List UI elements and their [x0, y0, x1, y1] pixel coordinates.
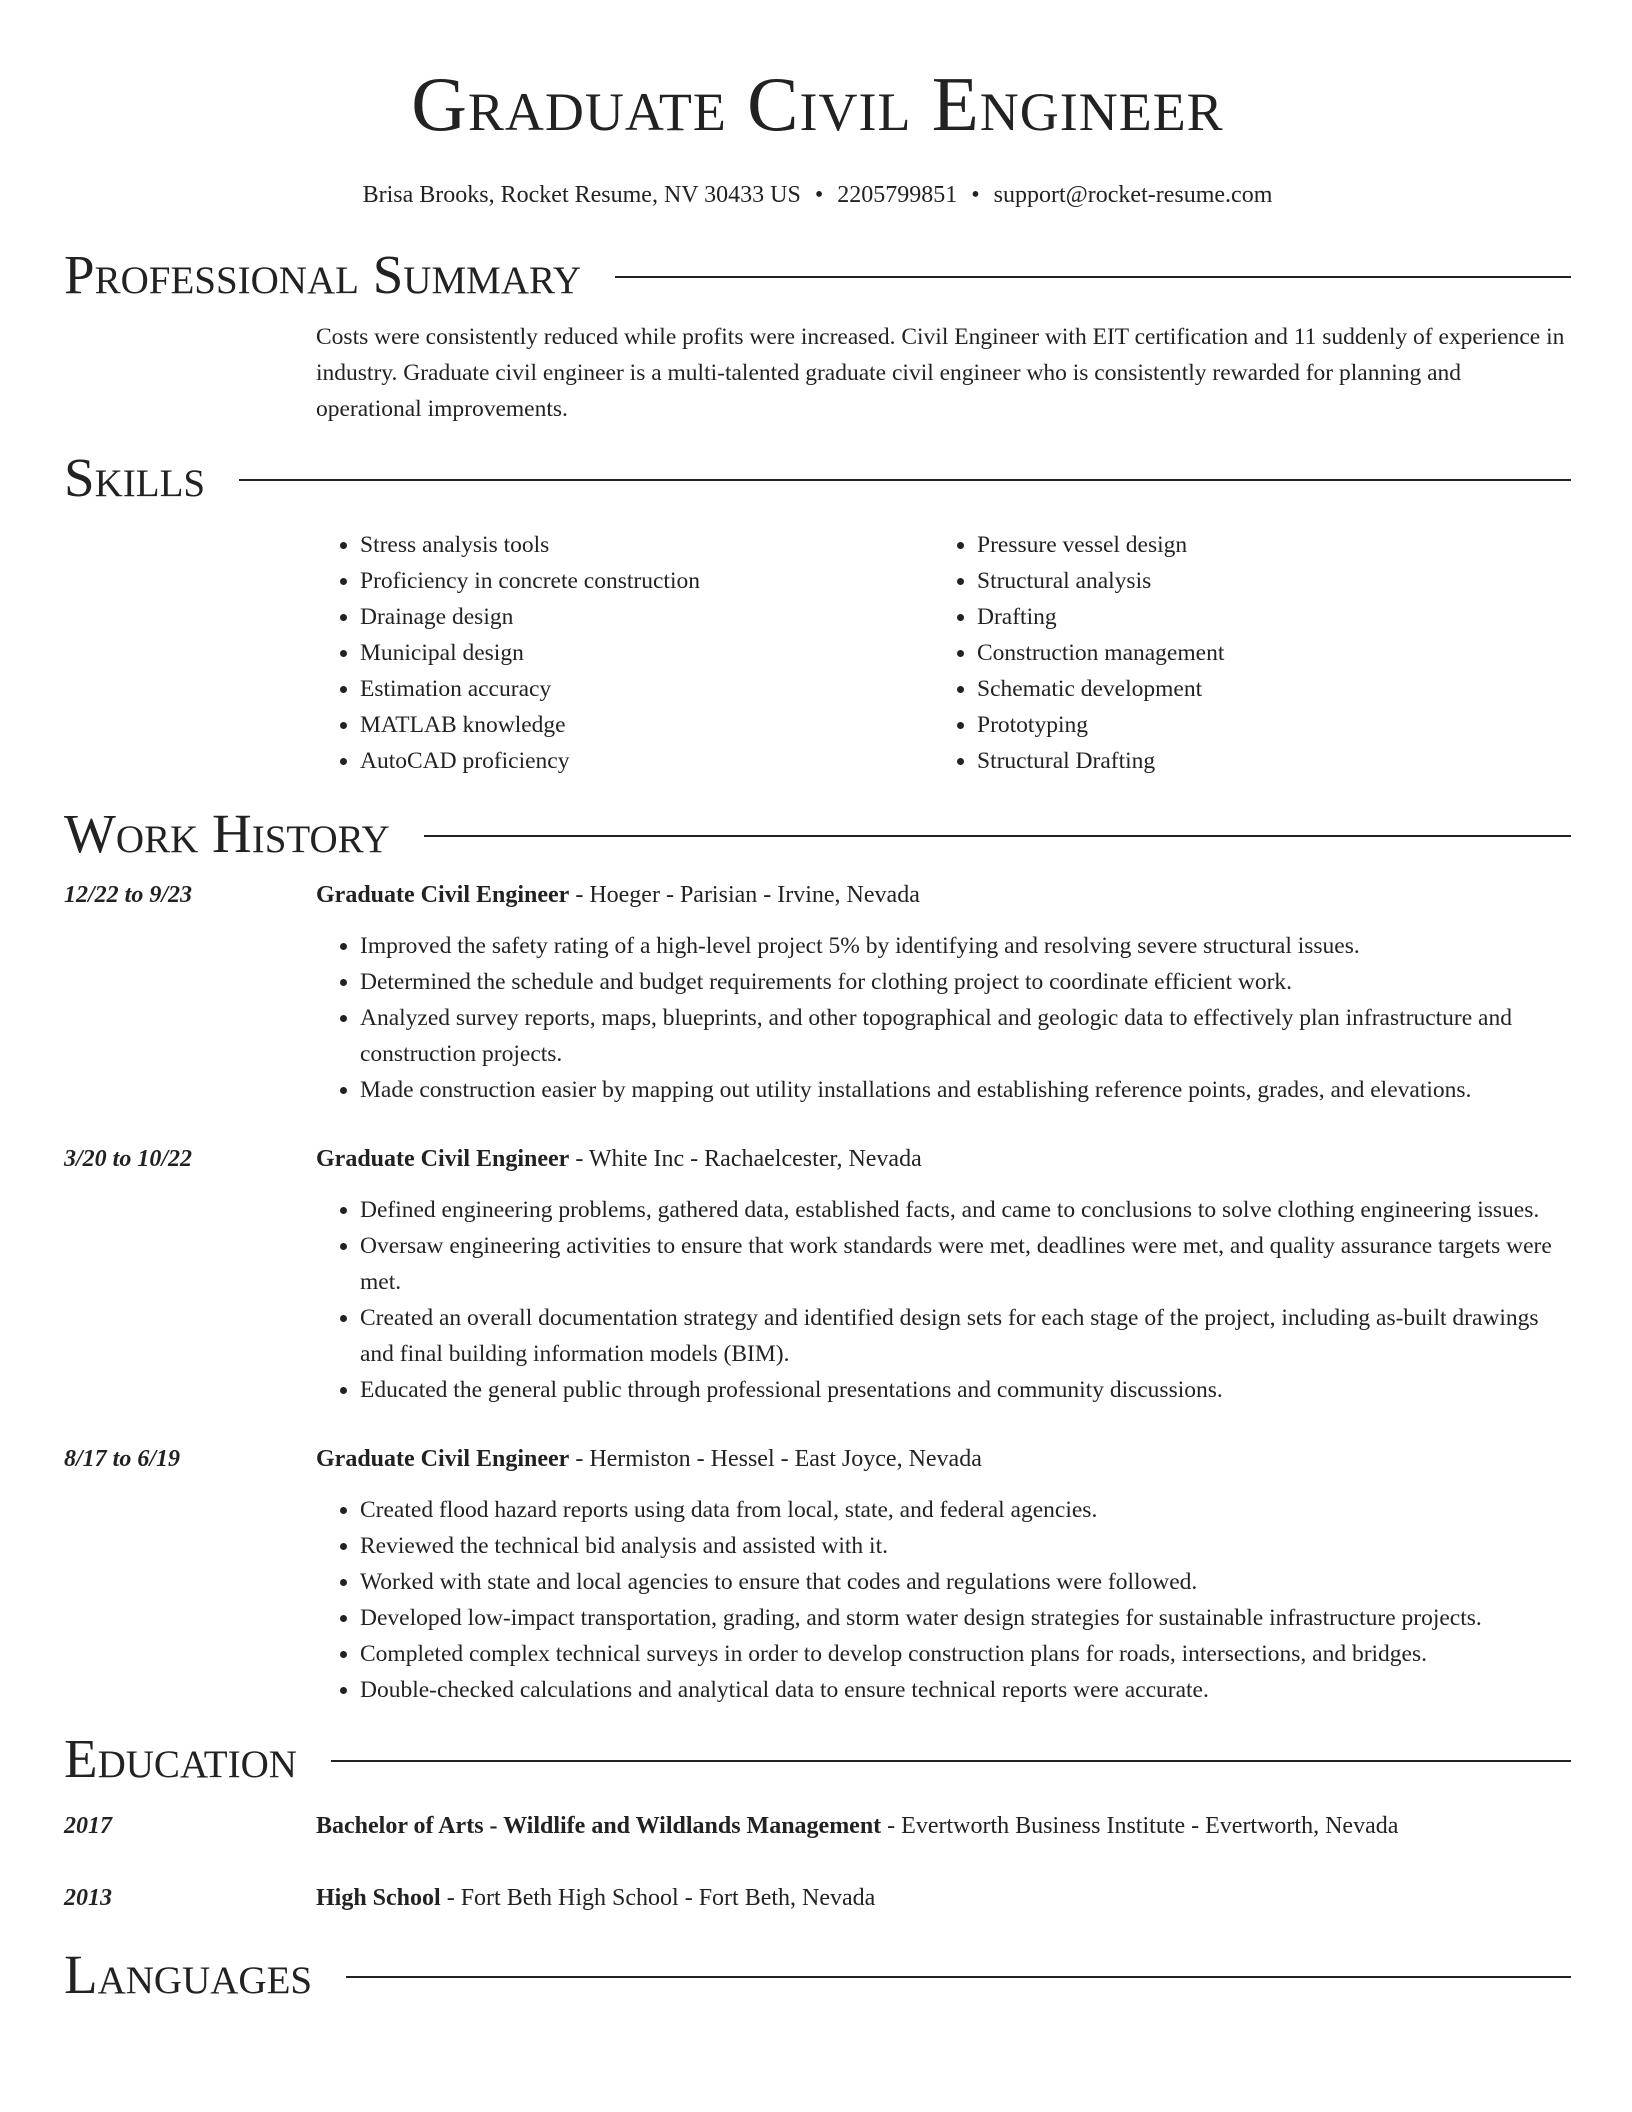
- job-employer: - Hoeger - Parisian - Irvine, Nevada: [569, 882, 920, 908]
- job-bullets: [316, 928, 1571, 1108]
- languages-section-header: [64, 1942, 1571, 2008]
- education-school: - Evertworth Business Institute - Evertworth, Nevada: [881, 1813, 1399, 1839]
- resume-page: [64, 0, 1571, 2008]
- skill-item: • Drainage design: [360, 599, 933, 635]
- job-bullet: • Double-checked calculations and analytical data to ensure technical reports were accurate.: [360, 1672, 1571, 1708]
- contact-email: support@rocket-resume.com: [993, 182, 1273, 208]
- job-bullet: • Educated the general public through professional presentations and community discussions.: [360, 1372, 1571, 1408]
- job-body: [316, 1441, 1571, 1708]
- contact-address: Brisa Brooks, Rocket Resume, NV 30433 US: [362, 182, 801, 208]
- section-divider: [346, 1976, 1571, 1978]
- job-title: Graduate Civil Engineer: [316, 1446, 570, 1472]
- section-divider: [424, 835, 1571, 837]
- education-detail: [316, 1808, 1398, 1844]
- skill-item: • Pressure vessel design: [977, 527, 1224, 563]
- education-year: 2013: [64, 1885, 112, 1911]
- education-heading: Education: [64, 1728, 297, 1789]
- skill-item: • Drafting: [977, 599, 1224, 635]
- skill-item: • Stress analysis tools: [360, 527, 933, 563]
- work-heading: Work History: [64, 803, 390, 864]
- job-bullet: • Worked with state and local agencies to ensure that codes and regulations were followed.: [360, 1564, 1571, 1600]
- contact-separator: •: [814, 182, 824, 208]
- job-bullet: • Analyzed survey reports, maps, blueprints, and other topographical and geologic data to effectively plan infrastructure and construction projects.: [360, 1000, 1571, 1072]
- job-bullet: • Created an overall documentation strategy and identified design sets for each stage of the project, including as-built drawings and final building information models (BIM).: [360, 1300, 1571, 1372]
- skill-item: • Structural analysis: [977, 563, 1224, 599]
- education-section-header: [64, 1726, 1571, 1792]
- skill-item: • Proficiency in concrete construction: [360, 563, 933, 599]
- job-body: [316, 1141, 1571, 1408]
- contact-separator: •: [971, 182, 980, 208]
- job-bullet: • Developed low-impact transportation, grading, and storm water design strategies for sustainable infrastructure projects.: [360, 1600, 1571, 1636]
- education-year: 2017: [64, 1813, 112, 1839]
- job-bullet: • Determined the schedule and budget requirements for clothing project to coordinate efficient work.: [360, 964, 1571, 1000]
- section-divider: [615, 276, 1571, 278]
- skills-column-1: [316, 527, 933, 779]
- skills-section-header: [64, 445, 1571, 511]
- education-school: - Fort Beth High School - Fort Beth, Nevada: [440, 1885, 876, 1911]
- job-bullet: • Reviewed the technical bid analysis and assisted with it.: [360, 1528, 1571, 1564]
- job-bullets: [316, 1492, 1571, 1708]
- job-entry: [64, 1441, 1571, 1708]
- job-bullet: • Oversaw engineering activities to ensure that work standards were met, deadlines were met, and quality assurance targets were met.: [360, 1228, 1571, 1300]
- job-bullets: [316, 1192, 1571, 1408]
- education-entry: [64, 1880, 1571, 1916]
- contact-phone: 2205799851: [837, 182, 958, 208]
- section-divider: [239, 479, 1571, 481]
- contact-line: [64, 180, 1571, 210]
- job-entry: [64, 877, 1571, 1108]
- job-employer: - Hermiston - Hessel - East Joyce, Nevada: [569, 1446, 982, 1472]
- job-employer: - White Inc - Rachaelcester, Nevada: [569, 1146, 922, 1172]
- job-bullet: • Completed complex technical surveys in order to develop construction plans for roads, intersections, and bridges.: [360, 1636, 1571, 1672]
- job-dates: 3/20 to 10/22: [64, 1146, 193, 1172]
- skill-item: • Municipal design: [360, 635, 933, 671]
- skill-item: • AutoCAD proficiency: [360, 743, 933, 779]
- summary-section-header: [64, 242, 1571, 308]
- education-entry: [64, 1808, 1571, 1844]
- education-degree: High School: [316, 1885, 441, 1911]
- summary-text: Costs were consistently reduced while profits were increased. Civil Engineer with EIT certification and 11 suddenly of experience in industry. Graduate civil engineer is a multi-talented graduate civil engineer who is consistently rewarded for planning and operational improvements.: [316, 324, 1565, 422]
- skill-item: • Schematic development: [977, 671, 1224, 707]
- skills-column-2: [933, 527, 1224, 779]
- job-dates: 12/22 to 9/23: [64, 882, 193, 908]
- work-section-header: [64, 801, 1571, 867]
- job-body: [316, 877, 1571, 1108]
- section-divider: [331, 1760, 1571, 1762]
- skills-list: [316, 527, 1571, 779]
- job-bullet: • Created flood hazard reports using data from local, state, and federal agencies.: [360, 1492, 1571, 1528]
- resume-name: Graduate Civil Engineer: [411, 61, 1224, 147]
- education-degree: Bachelor of Arts - Wildlife and Wildlands Management: [316, 1813, 882, 1839]
- education-detail: [316, 1880, 875, 1916]
- job-bullet: • Defined engineering problems, gathered data, established facts, and came to conclusions to solve clothing engineering issues.: [360, 1192, 1571, 1228]
- skills-heading: Skills: [64, 447, 206, 508]
- job-dates: 8/17 to 6/19: [64, 1446, 181, 1472]
- skill-item: • Construction management: [977, 635, 1224, 671]
- job-title-line: [316, 877, 1571, 913]
- job-title: Graduate Civil Engineer: [316, 882, 570, 908]
- summary-heading: Professional Summary: [64, 244, 582, 305]
- job-bullet: • Improved the safety rating of a high-level project 5% by identifying and resolving severe structural issues.: [360, 928, 1571, 964]
- skill-item: • Structural Drafting: [977, 743, 1224, 779]
- job-entry: [64, 1141, 1571, 1408]
- job-title: Graduate Civil Engineer: [316, 1146, 570, 1172]
- skill-item: • MATLAB knowledge: [360, 707, 933, 743]
- job-bullet: • Made construction easier by mapping out utility installations and establishing reference points, grades, and elevations.: [360, 1072, 1571, 1108]
- job-title-line: [316, 1141, 1571, 1177]
- skill-item: • Estimation accuracy: [360, 671, 933, 707]
- skill-item: • Prototyping: [977, 707, 1224, 743]
- languages-heading: Languages: [64, 1944, 313, 2005]
- job-title-line: [316, 1441, 1571, 1477]
